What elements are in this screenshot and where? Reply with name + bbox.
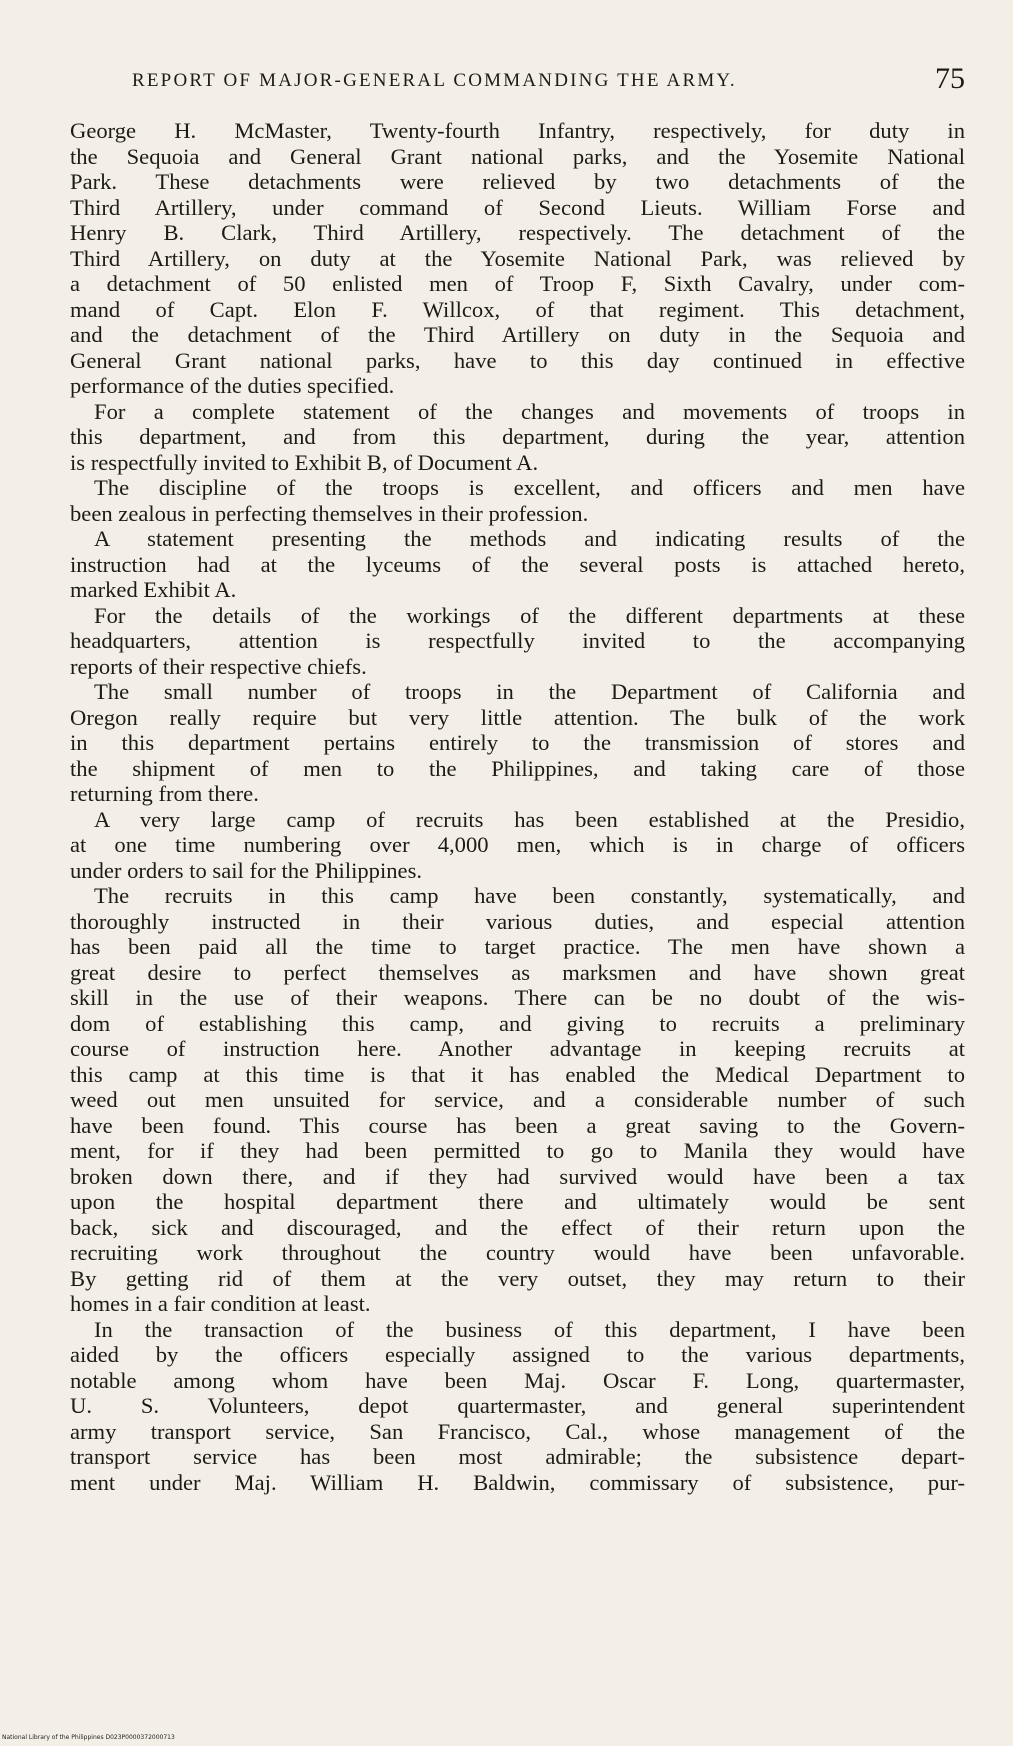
text-line: been zealous in perfecting themselves in their profession. (70, 500, 589, 526)
text-line: the shipment of men to the Philippines, and taking care of those (70, 755, 965, 781)
text-line: In the transaction of the business of this department, I have been (94, 1316, 965, 1342)
text-line: has been paid all the time to target practice. The men have shown a (70, 934, 965, 959)
text-line: reports of their respective chiefs. (70, 653, 367, 679)
text-line: transport service has been most admirable; the subsistence depart- (70, 1444, 965, 1469)
text-line: army transport service, San Francisco, Cal., whose management of the (70, 1418, 965, 1444)
text-line: at one time numbering over 4,000 men, which is in charge of officers (70, 832, 965, 857)
text-line: in this department pertains entirely to the transmission of stores and (70, 730, 965, 755)
text-line: back, sick and discouraged, and the effect of their return upon the (70, 1214, 965, 1240)
text-line: A very large camp of recruits has been established at the Presidio, (94, 806, 965, 832)
text-line: this department, and from this department, during the year, attention (70, 424, 965, 449)
text-line: mand of Capt. Elon F. Willcox, of that regiment. This detachment, (70, 296, 965, 322)
text-line: U. S. Volunteers, depot quartermaster, and general superintendent (70, 1393, 965, 1418)
running-head: REPORT OF MAJOR-GENERAL COMMANDING THE ARMY. (132, 70, 737, 91)
text-line: Henry B. Clark, Third Artillery, respectively. The detachment of the (70, 220, 965, 245)
text-line: performance of the duties specified. (70, 373, 395, 398)
text-line: headquarters, attention is respectfully invited to the accompanying (70, 628, 965, 653)
text-line: weed out men unsuited for service, and a considerable number of such (70, 1087, 965, 1112)
text-line: Oregon really require but very little attention. The bulk of the work (70, 704, 965, 730)
page-header (70, 62, 965, 102)
text-line: great desire to perfect themselves as marksmen and have shown great (70, 959, 965, 985)
text-line: returning from there. (70, 781, 259, 806)
scan-credit: National Library of the Philippines D023P0000372000713 (2, 1734, 175, 1741)
text-line: Park. These detachments were relieved by two detachments of the (70, 169, 965, 194)
text-line: skill in the use of their weapons. There can be no doubt of the wis- (70, 985, 965, 1010)
text-line: course of instruction here. Another advantage in keeping recruits at (70, 1036, 965, 1061)
text-line: the Sequoia and General Grant national parks, and the Yosemite National (70, 143, 965, 169)
text-line: The discipline of the troops is excellent, and officers and men have (94, 475, 965, 500)
text-line: Third Artillery, on duty at the Yosemite National Park, was relieved by (70, 245, 965, 271)
text-line: this camp at this time is that it has enabled the Medical Department to (70, 1061, 965, 1087)
text-line: aided by the officers especially assigned to the various departments, (70, 1342, 965, 1367)
text-line: By getting rid of them at the very outset, they may return to their (70, 1265, 965, 1291)
text-line: George H. McMaster, Twenty-fourth Infantry, respectively, for duty in (70, 118, 965, 143)
text-line: notable among whom have been Maj. Oscar F. Long, quartermaster, (70, 1367, 965, 1393)
text-line: and the detachment of the Third Artillery on duty in the Sequoia and (70, 322, 965, 347)
text-line: For the details of the workings of the different departments at these (94, 602, 965, 628)
text-line: broken down there, and if they had survived would have been a tax (70, 1163, 965, 1189)
text-line: under orders to sail for the Philippines. (70, 857, 423, 883)
page-number: 75 (935, 62, 965, 95)
text-line: For a complete statement of the changes and movements of troops in (94, 398, 965, 424)
report-body-text (70, 118, 965, 1495)
text-line: is respectfully invited to Exhibit B, of Document A. (70, 449, 539, 475)
text-line: thoroughly instructed in their various duties, and especial attention (70, 908, 965, 934)
text-line: The recruits in this camp have been constantly, systematically, and (94, 883, 965, 908)
text-line: marked Exhibit A. (70, 577, 237, 602)
text-line: have been found. This course has been a great saving to the Govern- (70, 1112, 965, 1138)
text-line: The small number of troops in the Department of California and (94, 679, 965, 704)
text-line: Third Artillery, under command of Second Lieuts. William Forse and (70, 194, 965, 220)
text-line: homes in a fair condition at least. (70, 1291, 371, 1316)
text-line: a detachment of 50 enlisted men of Troop F, Sixth Cavalry, under com- (70, 271, 965, 296)
text-line: instruction had at the lyceums of the several posts is attached hereto, (70, 551, 965, 577)
text-line: recruiting work throughout the country would have been unfavorable. (70, 1240, 965, 1265)
text-line: dom of establishing this camp, and giving to recruits a preliminary (70, 1010, 965, 1036)
text-line: ment under Maj. William H. Baldwin, commissary of subsistence, pur- (70, 1469, 965, 1495)
text-line: A statement presenting the methods and indicating results of the (94, 526, 965, 551)
text-line: upon the hospital department there and ultimately would be sent (70, 1189, 965, 1214)
text-line: General Grant national parks, have to this day continued in effective (70, 347, 965, 373)
text-line: ment, for if they had been permitted to go to Manila they would have (70, 1138, 965, 1163)
